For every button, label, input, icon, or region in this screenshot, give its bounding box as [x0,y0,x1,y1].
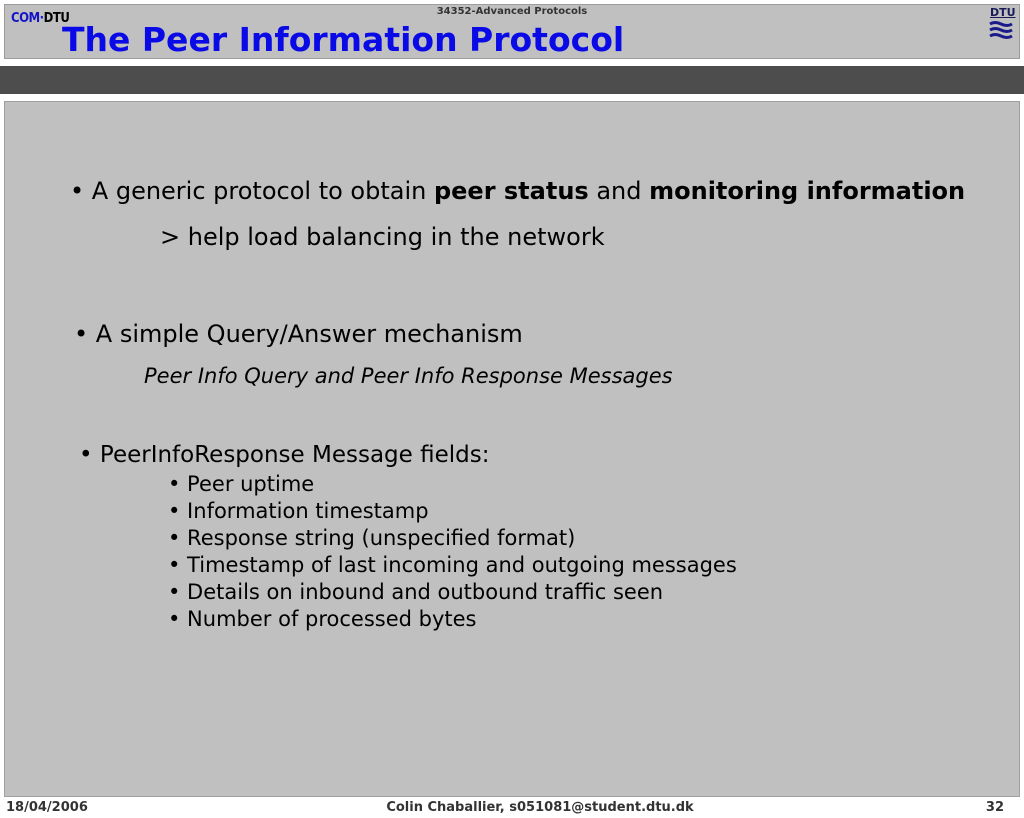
bullet-marker: • [79,442,93,468]
dtu-logo [986,6,1016,38]
divider-bar [0,66,1024,94]
sub-load-balancing: > help load balancing in the network [160,223,605,251]
logo-dot: · [39,11,44,26]
list-item: • Peer uptime [168,472,315,496]
dtu-logo-text: DTU [990,6,1016,19]
footer-date: 18/04/2006 [6,800,88,815]
bold-peer-status: peer status [433,177,589,205]
bullet-text: A simple Query/Answer mechanism [88,320,523,348]
slide-title: The Peer Information Protocol [62,20,625,59]
sub-messages: Peer Info Query and Peer Info Response Messages [144,364,673,388]
list-item: • Response string (unspecified format) [168,526,576,550]
dtu-waves-icon [989,20,1013,40]
list-item: • Information timestamp [168,499,429,523]
bullet-marker: • [70,177,85,205]
bullet-text: A generic protocol to obtain [84,177,434,205]
page-number: 32 [985,800,1004,815]
course-name: 34352-Advanced Protocols [436,6,588,17]
bullet-query-answer [74,320,523,348]
fields-list [168,471,737,633]
bullet-generic-protocol [70,177,965,205]
list-item: • Timestamp of last incoming and outgoing messages [168,553,737,577]
logo-dtu: DTU [43,11,70,26]
list-item: • Details on inbound and outbound traffic seen [168,580,664,604]
footer-author: Colin Chaballier, s051081@student.dtu.dk [386,800,694,815]
bold-monitoring-information: monitoring information [649,177,966,205]
bullet-response-fields [79,442,489,468]
bullet-text: and [588,177,650,205]
bullet-marker: • [74,320,89,348]
list-item: • Number of processed bytes [168,607,477,631]
logo-com: COM [11,11,40,26]
bullet-text: PeerInfoResponse Message fields: [92,442,490,468]
